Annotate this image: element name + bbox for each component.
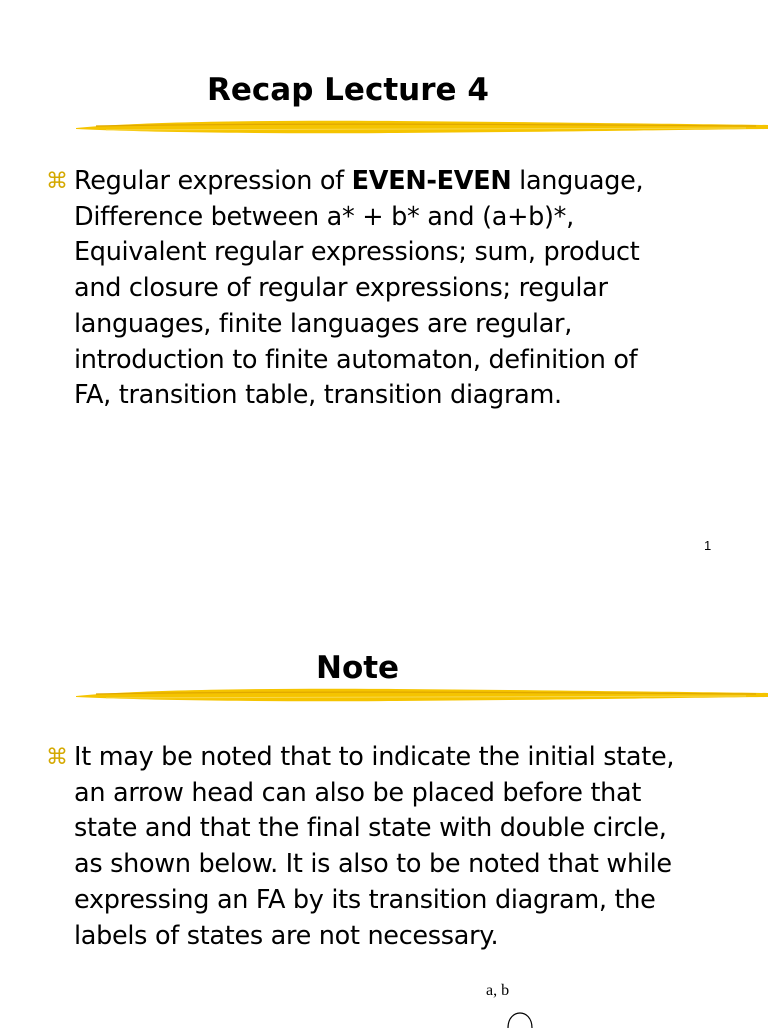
command-key-icon: ⌘ (46, 745, 68, 770)
page-number: 1 (704, 538, 712, 553)
bullet-item (46, 740, 766, 954)
bullet-line: introduction to finite automaton, definition of (74, 344, 638, 375)
command-key-icon: ⌘ (46, 169, 68, 194)
slide-title: Note (316, 650, 400, 686)
bullet-line: languages, finite languages are regular, (74, 308, 573, 339)
bullet-item (46, 164, 766, 414)
title-brush-underline (76, 684, 768, 706)
bullet-line: Difference between a* + b* and (a+b)*, (74, 201, 574, 232)
bullet-line: labels of states are not necessary. (74, 920, 499, 951)
bullet-line: FA, transition table, transition diagram. (74, 380, 562, 411)
bullet-line: expressing an FA by its transition diagram, the (74, 884, 656, 915)
slide-2 (0, 580, 768, 1024)
bullet-line: Regular expression of EVEN-EVEN language, (74, 166, 644, 196)
bullet-line: It may be noted that to indicate the initial state, (74, 742, 675, 772)
transition-label: a, b (486, 982, 510, 999)
title-brush-underline (76, 116, 768, 138)
bullet-line: and closure of regular expressions; regular (74, 273, 608, 304)
bullet-line: state and that the final state with double circle, (74, 813, 667, 844)
bullet-line: as shown below. It is also to be noted that while (74, 849, 672, 880)
slide-title: Recap Lecture 4 (207, 72, 489, 108)
bullet-line: Equivalent regular expressions; sum, product (74, 237, 640, 268)
bullet-line: an arrow head can also be placed before that (74, 777, 642, 808)
bold-term: EVEN-EVEN (351, 166, 512, 196)
